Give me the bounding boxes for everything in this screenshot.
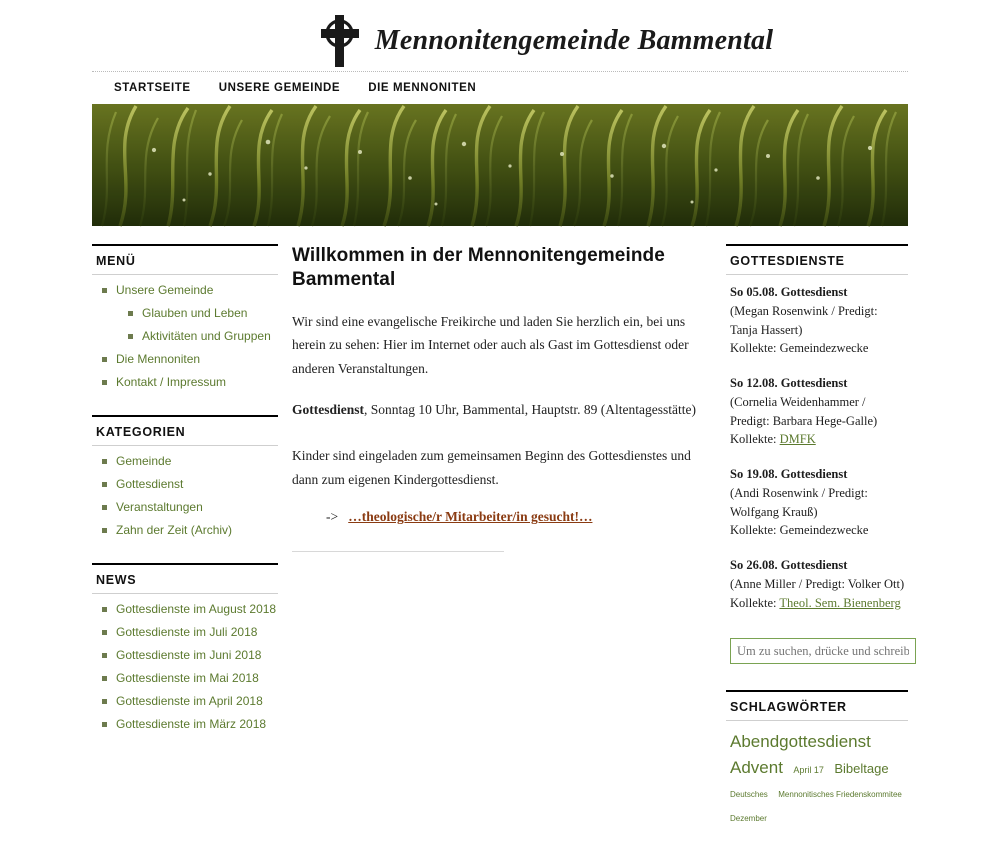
service-kollekte: Kollekte: Gemeindezwecke xyxy=(730,341,869,356)
menu-link-unsere-gemeinde[interactable]: Unsere Gemeinde xyxy=(116,283,214,297)
news-link-august-2018[interactable]: Gottesdienste im August 2018 xyxy=(116,602,277,616)
service-date: So 26.08. Gottesdienst xyxy=(730,558,848,572)
list-item[interactable] xyxy=(102,648,278,662)
site-branding[interactable] xyxy=(317,13,773,69)
widget-news xyxy=(92,563,278,731)
news-link-juli-2018[interactable]: Gottesdienste im Juli 2018 xyxy=(116,625,258,639)
tag-abendgottesdienst[interactable]: Abendgottesdienst xyxy=(730,732,871,752)
main-content xyxy=(278,244,726,855)
tag-advent[interactable]: Advent xyxy=(730,758,783,778)
tag-cloud xyxy=(730,729,908,829)
service-detail: (Anne Miller / Predigt: Volker Ott) xyxy=(730,576,905,591)
tag-bibeltage[interactable]: Bibeltage xyxy=(834,761,889,777)
category-link-veranstaltungen[interactable]: Veranstaltungen xyxy=(116,500,203,514)
widget-menu xyxy=(92,244,278,389)
menu-list xyxy=(92,283,278,389)
service-date: So 19.08. Gottesdienst xyxy=(730,467,848,481)
menu-link-kontakt-impressum[interactable]: Kontakt / Impressum xyxy=(116,375,227,389)
page-title: Willkommen in der Mennonitengemeinde Bammental xyxy=(292,245,665,290)
tag-april-17[interactable]: April 17 xyxy=(793,765,824,776)
entry-body xyxy=(292,310,712,553)
list-item[interactable] xyxy=(102,671,278,685)
widget-title-news: NEWS xyxy=(92,563,278,594)
category-link-gottesdienst[interactable]: Gottesdienst xyxy=(116,477,184,491)
intro-paragraph: Wir sind eine evangelische Freikirche und laden Sie herzlich ein, bei uns herein zu sehen: Hier im Internet oder auch als Gast im Gottesdienst oder anderen Veranstaltungen. xyxy=(292,313,689,376)
widget-tags xyxy=(726,690,908,829)
content-columns xyxy=(92,226,908,855)
tag-deutsches[interactable]: Deutsches xyxy=(730,790,768,800)
widget-search xyxy=(726,638,908,664)
list-item[interactable] xyxy=(102,454,278,468)
service-detail: (Andi Rosenwink / Predigt: Wolfgang Krauß) xyxy=(730,485,868,519)
tag-mennonitisches-friedenskommitee[interactable]: Mennonitisches Friedenskommitee xyxy=(778,790,902,800)
widget-services xyxy=(726,244,908,612)
service-detail: (Cornelia Weidenhammer / Predigt: Barbara Hege-Galle) xyxy=(730,394,878,428)
news-list xyxy=(92,602,278,731)
banner-image xyxy=(92,104,908,226)
sidebar-right xyxy=(726,244,908,855)
cross-icon xyxy=(317,13,363,69)
list-item[interactable] xyxy=(102,602,278,616)
submenu-unsere-gemeinde xyxy=(116,306,278,343)
list-item[interactable] xyxy=(102,500,278,514)
arrow-icon: -> xyxy=(326,509,339,525)
list-item[interactable] xyxy=(102,625,278,639)
service-kollekte: Kollekte: Gemeindezwecke xyxy=(730,523,869,538)
list-item[interactable] xyxy=(102,477,278,491)
nav-item-unsere-gemeinde[interactable]: UNSERE GEMEINDE xyxy=(218,82,341,94)
list-item[interactable] xyxy=(102,523,278,537)
service-kollekte xyxy=(730,430,908,449)
list-item[interactable] xyxy=(102,694,278,708)
service-kollekte xyxy=(730,594,908,613)
news-link-juni-2018[interactable]: Gottesdienste im Juni 2018 xyxy=(116,648,262,662)
news-link-april-2018[interactable]: Gottesdienste im April 2018 xyxy=(116,694,263,708)
menu-item-aktivitaeten-und-gruppen[interactable] xyxy=(128,329,278,343)
widget-title-schlagwoerter: SCHLAGWÖRTER xyxy=(726,690,908,721)
news-link-mai-2018[interactable]: Gottesdienste im Mai 2018 xyxy=(116,671,259,685)
list-item[interactable] xyxy=(102,717,278,731)
search-input[interactable] xyxy=(731,644,915,659)
sidebar-left xyxy=(92,244,278,855)
children-paragraph: Kinder sind eingeladen zum gemeinsamen Beginn des Gottesdienstes und dann zum eigenen Kindergottesdienst. xyxy=(292,448,691,487)
service-kollekte-link[interactable]: DMFK xyxy=(779,432,816,447)
category-link-gemeinde[interactable]: Gemeinde xyxy=(116,454,172,468)
service-entry xyxy=(730,556,908,612)
service-kollekte-link[interactable]: Theol. Sem. Bienenberg xyxy=(779,595,901,610)
job-posting-link[interactable]: …theologische/r Mitarbeiter/in gesucht!… xyxy=(348,509,593,525)
job-posting-row xyxy=(326,509,712,525)
service-kollekte-label: Kollekte: xyxy=(730,432,780,447)
widget-title-gottesdienste: GOTTESDIENSTE xyxy=(726,244,908,275)
site-title: Mennonitengemeinde Bammental xyxy=(374,24,774,56)
category-list xyxy=(92,454,278,537)
widget-categories xyxy=(92,415,278,537)
menu-item-unsere-gemeinde[interactable] xyxy=(102,283,278,343)
nav-item-startseite[interactable]: STARTSEITE xyxy=(114,82,191,94)
widget-title-menu: MENÜ xyxy=(92,244,278,275)
service-label: Gottesdienst xyxy=(292,402,364,418)
service-info-paragraph xyxy=(292,398,712,422)
menu-link-die-mennoniten[interactable]: Die Mennoniten xyxy=(116,352,201,366)
search-box[interactable] xyxy=(730,638,916,664)
widget-title-kategorien: KATEGORIEN xyxy=(92,415,278,446)
menu-item-kontakt-impressum[interactable] xyxy=(102,375,278,389)
site-header xyxy=(92,0,908,72)
category-link-zahn-der-zeit[interactable]: Zahn der Zeit (Archiv) xyxy=(116,523,233,537)
service-date: So 05.08. Gottesdienst xyxy=(730,285,848,299)
tag-dezember[interactable]: Dezember xyxy=(730,814,767,824)
service-kollekte-label: Kollekte: xyxy=(730,595,780,610)
menu-link-aktivitaeten-und-gruppen[interactable]: Aktivitäten und Gruppen xyxy=(142,329,271,343)
menu-link-glauben-und-leben[interactable]: Glauben und Leben xyxy=(142,306,248,320)
content-divider xyxy=(292,551,504,552)
service-entry xyxy=(730,374,908,449)
header-wrap xyxy=(92,0,908,855)
service-detail: (Megan Rosenwink / Predigt: Tanja Hassert) xyxy=(730,303,878,337)
service-entry xyxy=(730,283,908,358)
primary-navigation xyxy=(92,72,908,104)
service-date: So 12.08. Gottesdienst xyxy=(730,376,848,390)
service-details: , Sonntag 10 Uhr, Bammental, Hauptstr. 89 (Altentagesstätte) xyxy=(364,402,697,418)
nav-item-die-mennoniten[interactable]: DIE MENNONITEN xyxy=(368,82,477,94)
menu-item-die-mennoniten[interactable] xyxy=(102,352,278,366)
menu-item-glauben-und-leben[interactable] xyxy=(128,306,278,320)
service-entry xyxy=(730,465,908,540)
news-link-maerz-2018[interactable]: Gottesdienste im März 2018 xyxy=(116,717,267,731)
